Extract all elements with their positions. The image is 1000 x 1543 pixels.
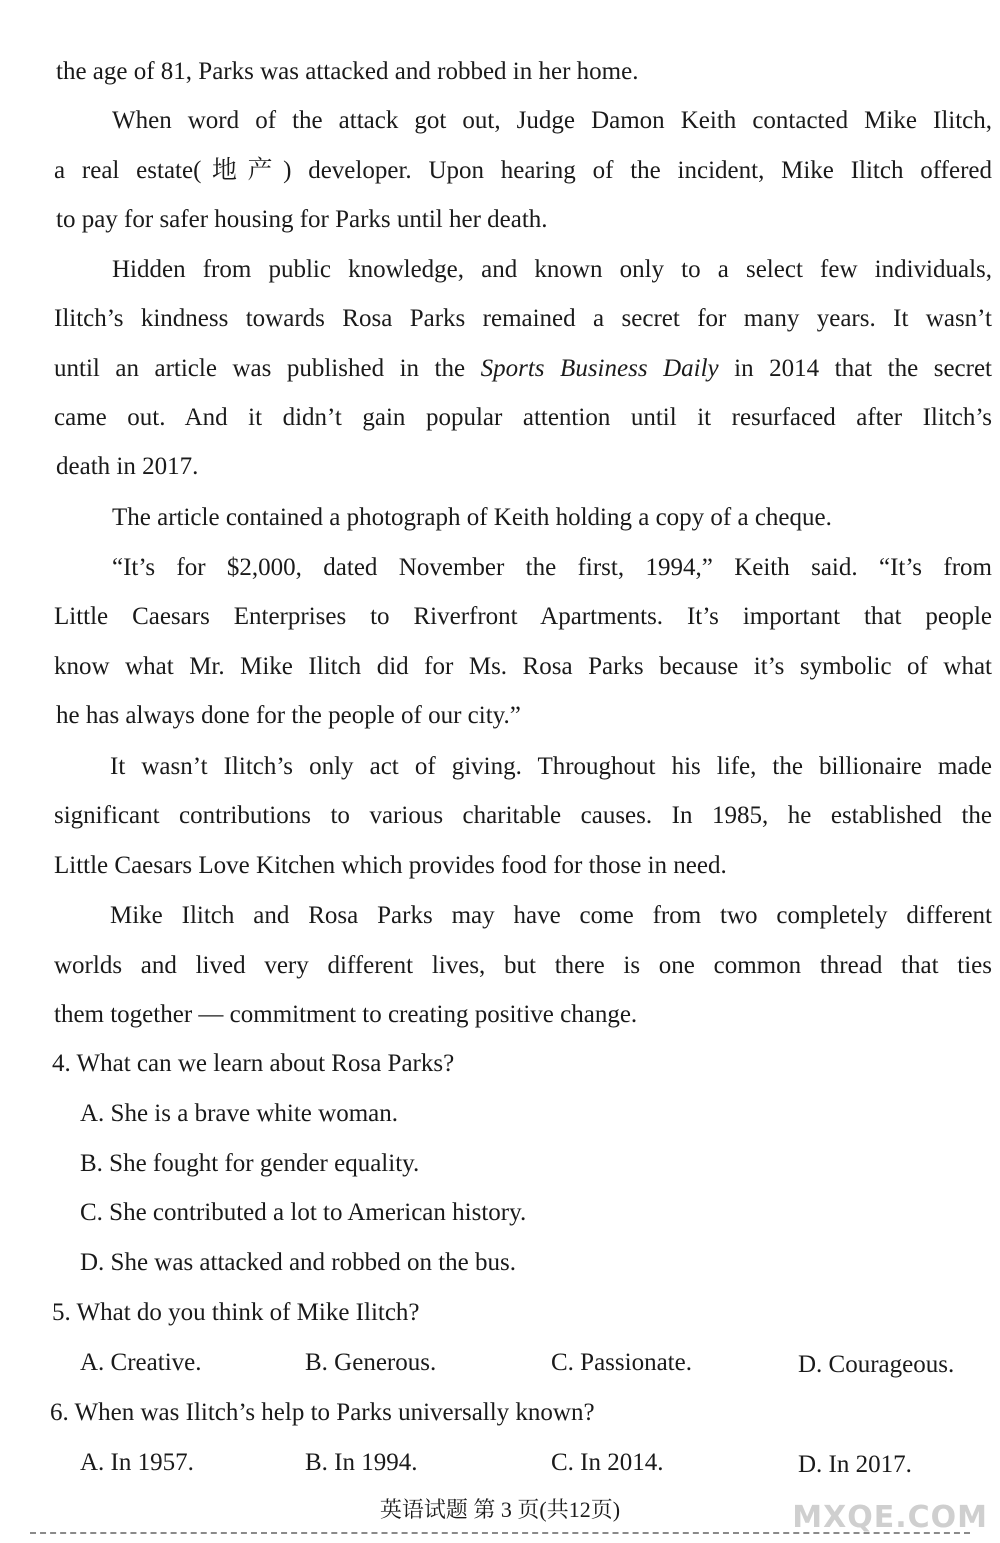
question-stem: 5. What do you think of Mike Ilitch? <box>52 1299 420 1326</box>
passage-line <box>54 353 992 385</box>
answer-option[interactable]: A. Creative. <box>80 1349 202 1376</box>
page-footer: 英语试题 第 3 页(共12页) <box>379 1497 621 1522</box>
answer-option[interactable]: D. In 2017. <box>798 1451 912 1478</box>
answer-option[interactable]: B. She fought for gender equality. <box>80 1150 420 1177</box>
passage-line: It wasn’t Ilitch’s only act of giving. Throughout his life, the billionaire made <box>110 753 992 780</box>
question-stem: 6. When was Ilitch’s help to Parks universally known? <box>50 1399 595 1426</box>
passage-line: the age of 81, Parks was attacked and robbed in her home. <box>56 58 639 85</box>
watermark-logo: MXQE.COM <box>792 1500 988 1535</box>
answer-option[interactable]: C. Passionate. <box>551 1349 692 1376</box>
answer-option[interactable]: A. She is a brave white woman. <box>80 1100 398 1127</box>
text-run: until an article was published in the <box>54 355 481 382</box>
passage-line: Hidden from public knowledge, and known only to a select few individuals, <box>112 256 992 283</box>
answer-option[interactable]: B. Generous. <box>305 1349 437 1376</box>
passage-line: The article contained a photograph of Keith holding a copy of a cheque. <box>112 504 832 531</box>
answer-option[interactable]: C. She contributed a lot to American history. <box>80 1199 527 1226</box>
passage-line: a real estate(地产) developer. Upon hearing of the incident, Mike Ilitch offered <box>54 157 992 184</box>
answer-option[interactable]: D. Courageous. <box>798 1351 955 1378</box>
passage-line: death in 2017. <box>56 453 199 480</box>
question-stem: 4. What can we learn about Rosa Parks? <box>52 1050 455 1077</box>
passage-line: Little Caesars Love Kitchen which provides food for those in need. <box>54 852 727 879</box>
passage-line: to pay for safer housing for Parks until her death. <box>56 206 548 233</box>
passage-line: Little Caesars Enterprises to Riverfront Apartments. It’s important that people <box>54 603 992 630</box>
answer-option[interactable]: C. In 2014. <box>551 1449 664 1476</box>
passage-line: came out. And it didn’t gain popular attention until it resurfaced after Ilitch’s <box>54 404 992 431</box>
passage-line: know what Mr. Mike Ilitch did for Ms. Rosa Parks because it’s symbolic of what <box>54 653 992 680</box>
text-run: in 2014 that the secret <box>718 355 993 382</box>
passage-line: them together — commitment to creating positive change. <box>54 1001 638 1028</box>
passage-line: When word of the attack got out, Judge Damon Keith contacted Mike Ilitch, <box>112 107 992 134</box>
passage-line: worlds and lived very different lives, but there is one common thread that ties <box>54 952 992 979</box>
passage-line: Ilitch’s kindness towards Rosa Parks remained a secret for many years. It wasn’t <box>54 305 992 332</box>
passage-line: “It’s for $2,000, dated November the first, 1994,” Keith said. “It’s from <box>112 554 992 581</box>
passage-line: he has always done for the people of our city.” <box>56 702 521 729</box>
publication-title: Sports Business Daily <box>480 355 719 382</box>
passage-line: significant contributions to various charitable causes. In 1985, he established the <box>54 802 992 829</box>
answer-option[interactable]: A. In 1957. <box>80 1449 194 1476</box>
passage-line: Mike Ilitch and Rosa Parks may have come from two completely different <box>110 902 992 929</box>
answer-option[interactable]: B. In 1994. <box>305 1449 418 1476</box>
answer-option[interactable]: D. She was attacked and robbed on the bus. <box>80 1249 516 1276</box>
